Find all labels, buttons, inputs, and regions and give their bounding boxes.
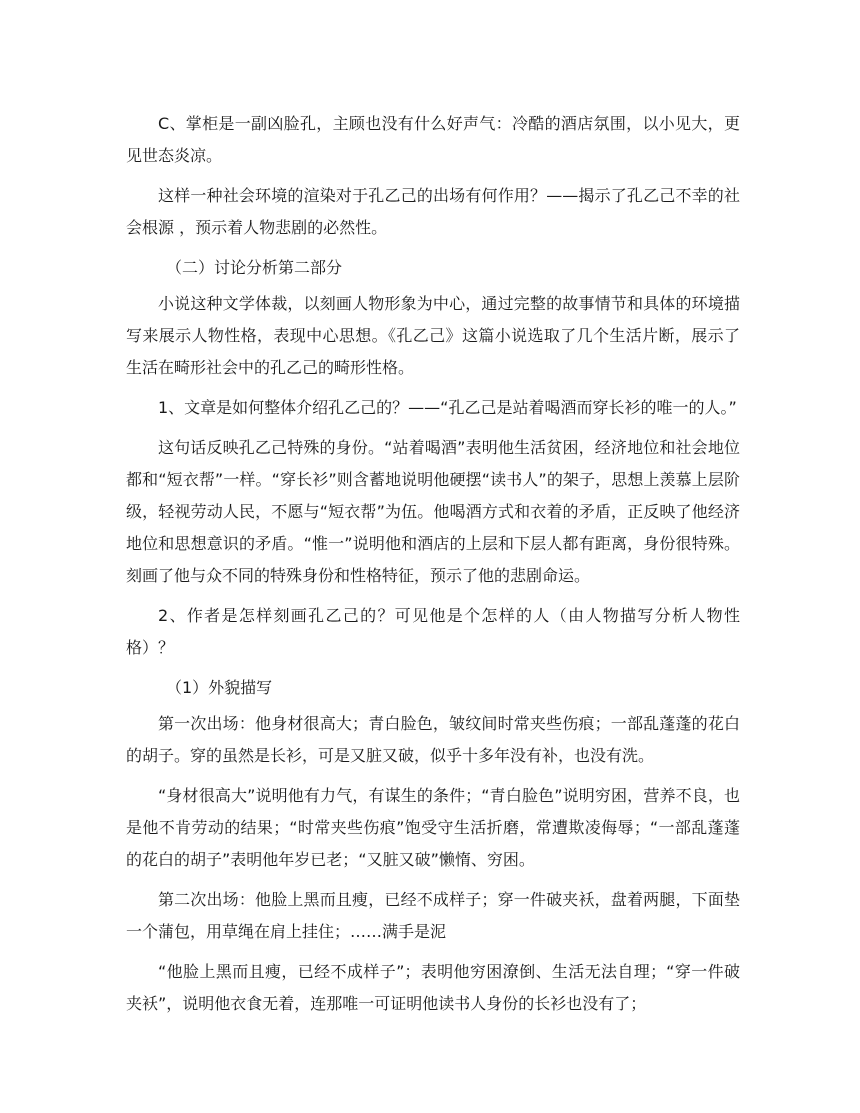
paragraph-c-shopkeeper: C、掌柜是一副凶脸孔，主顾也没有什么好声气：冷酷的酒店氛围，以小见大，更见世态炎凉。 xyxy=(126,114,740,165)
paragraph-environment-role: 这样一种社会环境的渲染对于孔乙己的出场有何作用？——揭示了孔乙己不幸的社会根源 ，预示着人物悲剧的必然性。 xyxy=(126,186,740,237)
subheading-appearance: （1）外貌描写 xyxy=(166,678,273,697)
paragraph-identity-analysis: 这句话反映孔乙己特殊的身份。“站着喝酒”表明他生活贫困，经济地位和社会地位都和“短衣帮”一样。“穿长衫”则含蓄地说明他硬摆“读书人”的架子，思想上羡慕上层阶级，轻视劳动人民，不愿与“短衣帮”为伍。他喝酒方式和衣着的矛盾，正反映了他经济地位和思想意识的矛盾。“惟一”说明他和酒店的上层和下层人都有距离，身份很特殊。刻画了他与众不同的特殊身份和性格特征，预示了他的悲剧命运。 xyxy=(126,438,740,585)
document-body xyxy=(126,108,740,1028)
paragraph-first-appearance-analysis: “身材很高大”说明他有力气，有谋生的条件；“青白脸色”说明穷困，营养不良，也是他不肯劳动的结果；“时常夹些伤痕”饱受守生活折磨，常遭欺凌侮辱；“一部乱蓬蓬的花白的胡子”表明他年岁已老；“又脏又破”懒惰、穷困。 xyxy=(126,786,740,869)
question-2-characterization: 2、作者是怎样刻画孔乙己的？可见他是个怎样的人（由人物描写分析人物性格）？ xyxy=(126,606,740,657)
section-heading-part-two: （二）讨论分析第二部分 xyxy=(166,258,343,277)
question-1-introduction: 1、文章是如何整体介绍孔乙己的？——“孔乙己是站着喝酒而穿长衫的唯一的人。” xyxy=(158,398,737,417)
paragraph-second-appearance: 第二次出场：他脸上黑而且瘦，已经不成样子；穿一件破夹袄，盘着两腿，下面垫一个蒲包，用草绳在肩上挂住；……满手是泥 xyxy=(126,890,740,941)
paragraph-novel-genre: 小说这种文学体裁，以刻画人物形象为中心，通过完整的故事情节和具体的环境描写来展示人物性格，表现中心思想。《孔乙己》这篇小说选取了几个生活片断，展示了生活在畸形社会中的孔乙己的畸形性格。 xyxy=(126,294,740,377)
paragraph-first-appearance: 第一次出场：他身材很高大；青白脸色，皱纹间时常夹些伤痕；一部乱蓬蓬的花白的胡子。穿的虽然是长衫，可是又脏又破，似乎十多年没有补，也没有洗。 xyxy=(126,714,740,765)
paragraph-second-appearance-analysis: “他脸上黑而且瘦，已经不成样子”；表明他穷困潦倒、生活无法自理；“穿一件破夹袄”，说明他衣食无着，连那唯一可证明他读书人身份的长衫也没有了； xyxy=(126,962,740,1013)
